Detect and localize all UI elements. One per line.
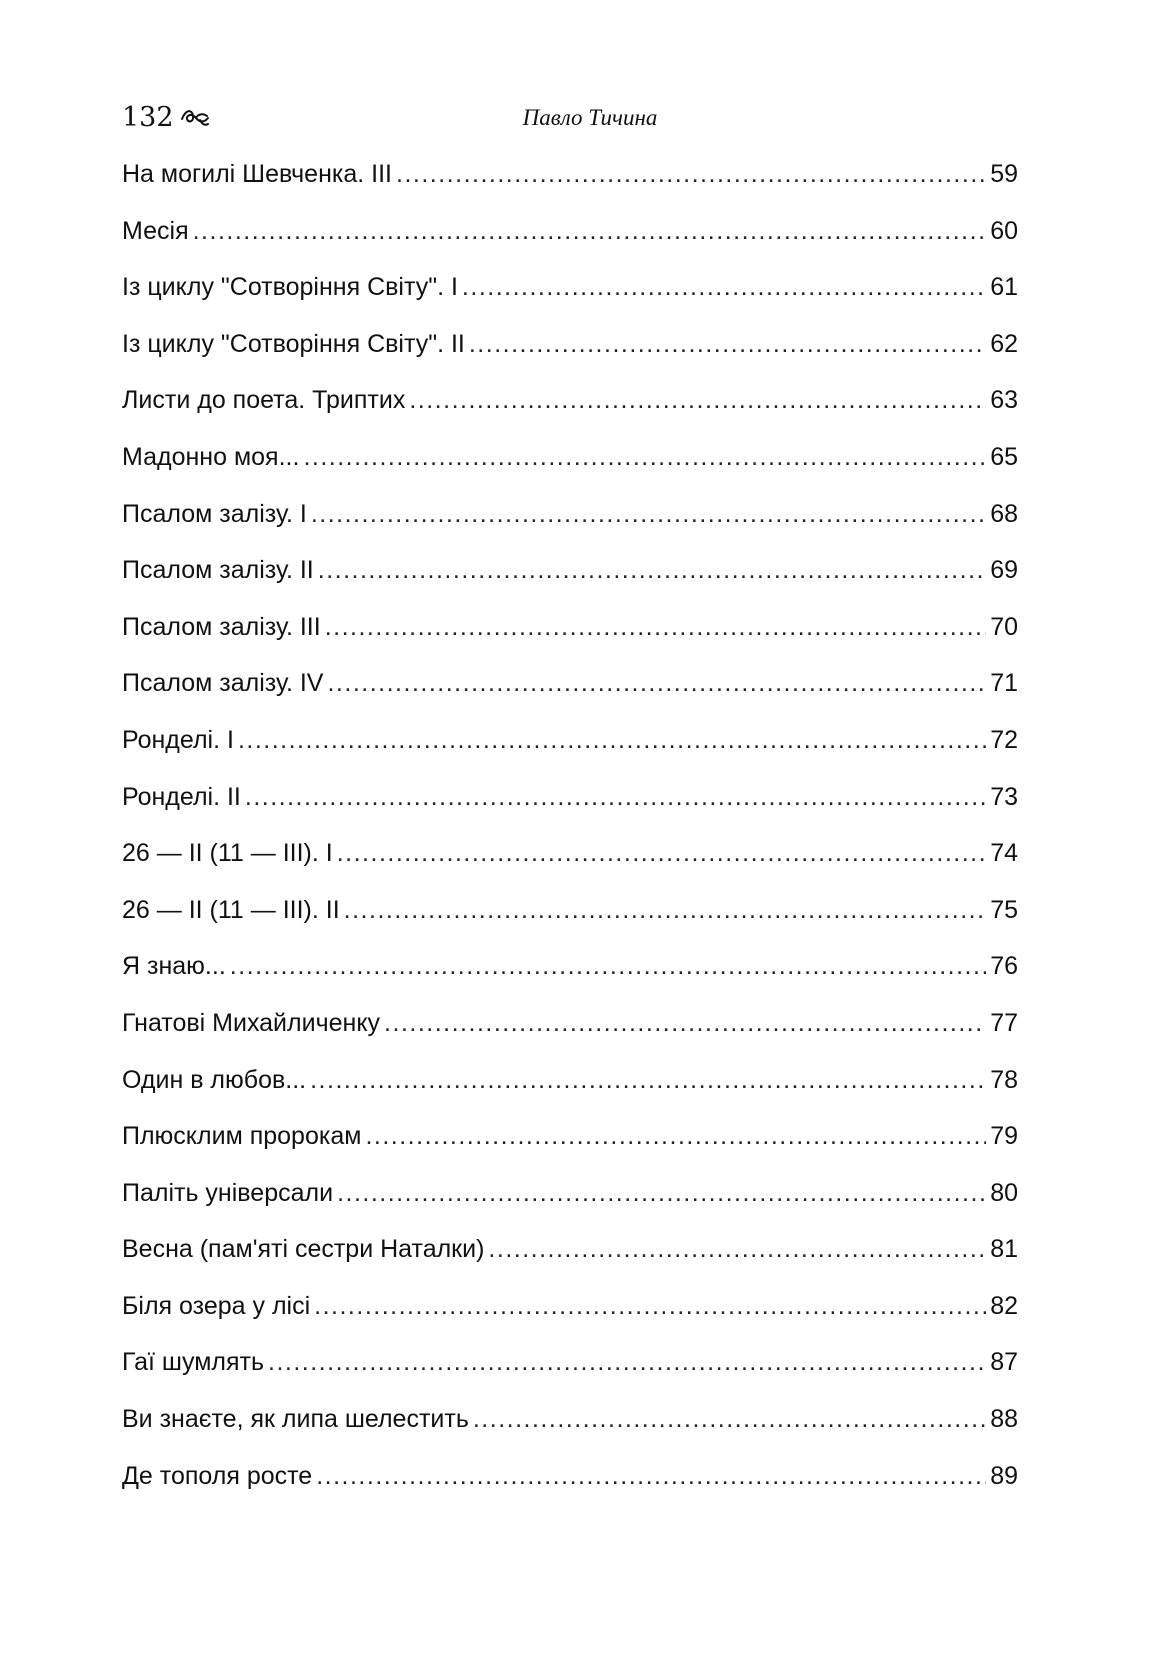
toc-entry-title: Листи до поета. Триптих	[122, 386, 406, 415]
toc-dot-leader	[396, 160, 986, 189]
toc-entry-title: 26 — II (11 — III). I	[122, 839, 333, 868]
toc-entry[interactable]	[122, 1122, 1018, 1179]
toc-entry-page-number: 89	[990, 1461, 1018, 1490]
toc-entry-title: Із циклу "Сотворіння Світу". I	[122, 273, 458, 302]
toc-entry[interactable]	[122, 952, 1018, 1009]
toc-entry-page-number: 68	[990, 499, 1018, 528]
toc-entry[interactable]	[122, 1462, 1018, 1519]
toc-dot-leader	[314, 1292, 986, 1321]
toc-entry-title: На могилі Шевченка. III	[122, 160, 392, 188]
toc-entry-title: Гаї шумлять	[122, 1348, 264, 1377]
toc-entry-page-number: 70	[990, 612, 1018, 641]
toc-dot-leader	[238, 726, 986, 755]
toc-entry-page-number: 74	[990, 839, 1018, 868]
toc-dot-leader	[337, 1179, 986, 1208]
toc-entry[interactable]	[122, 1009, 1018, 1066]
toc-entry[interactable]	[122, 556, 1018, 613]
toc-dot-leader	[268, 1348, 986, 1377]
toc-entry[interactable]	[122, 896, 1018, 953]
toc-entry[interactable]	[122, 669, 1018, 726]
toc-entry-page-number: 62	[990, 329, 1018, 358]
toc-entry-title: Плюсклим пророкам	[122, 1122, 362, 1151]
toc-entry[interactable]	[122, 1179, 1018, 1236]
toc-dot-leader	[384, 1009, 986, 1038]
toc-entry[interactable]	[122, 217, 1018, 274]
toc-entry-page-number: 63	[990, 386, 1018, 415]
toc-dot-leader	[303, 443, 986, 472]
toc-entry-title: Гнатові Михайличенку	[122, 1008, 381, 1037]
toc-entry-title: Псалом залізу. II	[122, 556, 314, 585]
toc-entry-page-number: 60	[990, 216, 1018, 245]
toc-entry-page-number: 71	[990, 669, 1018, 698]
toc-entry-title: Месія	[122, 216, 189, 245]
toc-dot-leader	[469, 330, 986, 359]
toc-entry-title: Псалом залізу. IV	[122, 669, 324, 698]
toc-entry-title: Де тополя росте	[122, 1461, 313, 1490]
running-title: Павло Тичина	[522, 105, 658, 130]
toc-entry-page-number: 77	[990, 1008, 1018, 1037]
toc-entry-page-number: 65	[990, 442, 1018, 471]
toc-entry-page-number: 81	[990, 1235, 1018, 1264]
toc-dot-leader	[337, 839, 986, 868]
toc-entry-title: Псалом залізу. III	[122, 612, 321, 641]
toc-dot-leader	[462, 273, 986, 302]
toc-dot-leader	[325, 613, 986, 642]
table-of-contents	[122, 160, 1018, 1518]
toc-entry-page-number: 79	[990, 1122, 1018, 1151]
toc-entry[interactable]	[122, 1235, 1018, 1292]
toc-entry[interactable]	[122, 783, 1018, 840]
toc-dot-leader	[230, 952, 986, 981]
toc-entry[interactable]	[122, 726, 1018, 783]
toc-entry[interactable]	[122, 330, 1018, 387]
toc-dot-leader	[316, 1462, 986, 1491]
toc-dot-leader	[245, 783, 986, 812]
toc-dot-leader	[473, 1405, 986, 1434]
toc-entry-title: Ви знаєте, як липа шелестить	[122, 1405, 469, 1434]
toc-entry[interactable]	[122, 443, 1018, 500]
page-number: 132	[122, 102, 174, 133]
toc-dot-leader	[365, 1122, 986, 1151]
toc-entry[interactable]	[122, 1066, 1018, 1123]
toc-entry-title: 26 — II (11 — III). II	[122, 895, 340, 924]
toc-dot-leader	[409, 386, 986, 415]
toc-dot-leader	[344, 896, 987, 925]
toc-entry-title: Із циклу "Сотворіння Світу". II	[122, 329, 465, 358]
toc-entry-title: Псалом залізу. I	[122, 499, 307, 528]
toc-entry-title: Біля озера у лісі	[122, 1291, 311, 1320]
toc-entry-page-number: 82	[990, 1291, 1018, 1320]
toc-entry[interactable]	[122, 613, 1018, 670]
toc-dot-leader	[318, 556, 986, 585]
page-header	[122, 98, 1018, 138]
toc-entry-page-number: 61	[990, 273, 1018, 302]
toc-entry[interactable]	[122, 1405, 1018, 1462]
toc-entry-page-number: 59	[990, 160, 1018, 188]
toc-dot-leader	[327, 669, 986, 698]
toc-entry-title: Ронделі. II	[122, 782, 241, 811]
toc-entry-title: Я знаю...	[122, 952, 226, 981]
toc-dot-leader	[310, 1066, 986, 1095]
toc-entry-title: Весна (пам'яті сестри Наталки)	[122, 1235, 485, 1264]
toc-entry-title: Один в любов...	[122, 1065, 307, 1094]
toc-entry-title: Мадонно моя...	[122, 442, 300, 471]
toc-entry[interactable]	[122, 386, 1018, 443]
toc-entry-page-number: 75	[990, 895, 1018, 924]
toc-entry-page-number: 76	[990, 952, 1018, 981]
toc-dot-leader	[488, 1235, 986, 1264]
toc-entry-page-number: 87	[990, 1348, 1018, 1377]
toc-entry[interactable]	[122, 273, 1018, 330]
toc-entry-page-number: 80	[990, 1178, 1018, 1207]
toc-entry-title: Паліть універсали	[122, 1178, 334, 1207]
toc-entry[interactable]	[122, 839, 1018, 896]
toc-entry[interactable]	[122, 160, 1018, 217]
toc-entry[interactable]	[122, 1348, 1018, 1405]
toc-entry-page-number: 73	[990, 782, 1018, 811]
toc-entry-title: Ронделі. I	[122, 725, 234, 754]
toc-entry-page-number: 69	[990, 556, 1018, 585]
toc-entry[interactable]	[122, 500, 1018, 557]
toc-dot-leader	[311, 500, 986, 529]
toc-entry-page-number: 72	[990, 725, 1018, 754]
toc-entry[interactable]	[122, 1292, 1018, 1349]
toc-dot-leader	[193, 217, 987, 246]
toc-entry-page-number: 78	[990, 1065, 1018, 1094]
toc-entry-page-number: 88	[990, 1405, 1018, 1434]
